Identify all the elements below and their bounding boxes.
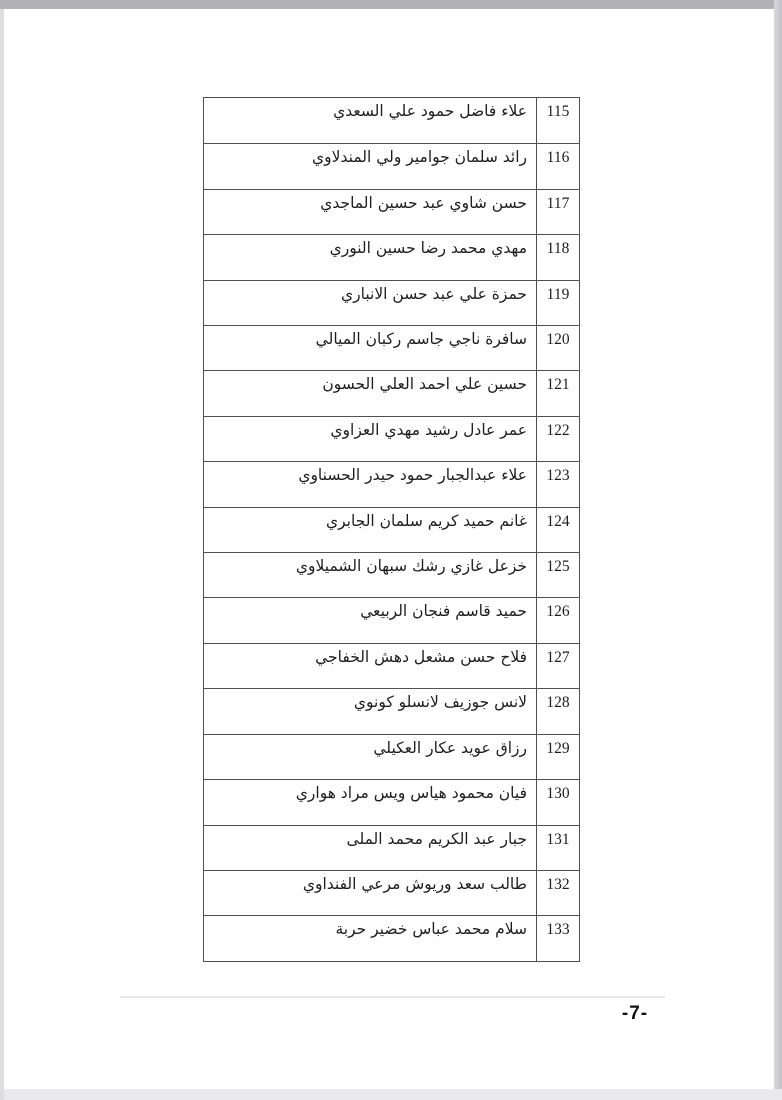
person-name-cell: علاء فاضل حمود علي السعدي (333, 102, 527, 120)
scan-edge-left (0, 9, 4, 1100)
row-number-cell: 115 (536, 98, 579, 143)
table-row (204, 461, 579, 506)
table-row (204, 688, 579, 733)
row-number-cell: 125 (536, 553, 579, 597)
row-number-cell: 128 (536, 689, 579, 733)
table-row (204, 779, 579, 824)
person-name-cell: طالب سعد وريوش مرعي الفنداوي (302, 874, 527, 893)
table-row (204, 98, 579, 143)
table-row (204, 597, 579, 642)
row-number-cell: 120 (536, 326, 579, 370)
table-row (204, 915, 579, 960)
person-name-cell: خزعل غازي رشك سبهان الشميلاوي (295, 557, 527, 576)
table-row (204, 370, 579, 415)
scan-edge-right (774, 0, 782, 1100)
scan-edge-top (0, 0, 782, 9)
footer-divider (120, 996, 665, 998)
table-row (204, 234, 579, 279)
person-name-cell: لانس جوزيف لانسلو كونوي (353, 693, 527, 712)
person-name-cell: غانم حميد كريم سلمان الجابري (325, 511, 527, 530)
person-name-cell: حسين علي احمد العلي الحسون (322, 375, 527, 394)
table-row (204, 416, 579, 461)
row-number-cell: 119 (536, 281, 579, 325)
page-number: -7- (621, 1003, 649, 1024)
table-row (204, 643, 579, 688)
table-row (204, 825, 579, 870)
person-name-cell: علاء عبدالجبار حمود حيدر الحسناوي (298, 466, 527, 485)
person-name-cell: سلام محمد عباس خضير حربة (335, 920, 527, 939)
table-row (204, 870, 579, 915)
table-row (204, 189, 579, 234)
row-number-cell: 132 (536, 871, 579, 915)
row-number-cell: 127 (536, 644, 579, 688)
person-name-cell: سافرة ناجي جاسم ركبان الميالي (315, 330, 527, 349)
table-row (204, 507, 579, 552)
table-row (204, 325, 579, 370)
table-row (204, 552, 579, 597)
row-number-cell: 116 (536, 144, 579, 188)
person-name-cell: عمر عادل رشيد مهدي العزاوي (330, 420, 527, 439)
row-number-cell: 124 (536, 508, 579, 552)
row-number-cell: 118 (536, 235, 579, 279)
person-name-cell: مهدي محمد رضا حسين النوري (329, 239, 527, 258)
person-name-cell: رزاق عويد عكار العكيلي (373, 738, 527, 757)
table-row (204, 734, 579, 779)
person-name-cell: حمزة علي عبد حسن الانباري (341, 284, 527, 303)
row-number-cell: 129 (536, 735, 579, 779)
row-number-cell: 122 (536, 417, 579, 461)
person-name-cell: جبار عبد الكريم محمد الملى (346, 829, 527, 848)
row-number-cell: 126 (536, 598, 579, 642)
person-name-cell: رائد سلمان جوامير ولي المندلاوي (312, 148, 527, 167)
row-number-cell: 130 (536, 780, 579, 824)
row-number-cell: 131 (536, 826, 579, 870)
person-name-cell: فلاح حسن مشعل دهش الخفاجي (315, 647, 527, 666)
row-number-cell: 123 (536, 462, 579, 506)
table-row (204, 280, 579, 325)
table-row (204, 143, 579, 188)
person-name-cell: حميد قاسم فنجان الربيعي (360, 602, 527, 621)
roster-table (203, 97, 580, 962)
row-number-cell: 121 (536, 371, 579, 415)
scan-edge-bottom (0, 1089, 782, 1100)
person-name-cell: فيان محمود هياس ويس مراد هواري (295, 784, 527, 803)
row-number-cell: 133 (536, 916, 579, 960)
row-number-cell: 117 (536, 190, 579, 234)
person-name-cell: حسن شاوي عبد حسين الماجدي (320, 193, 527, 212)
